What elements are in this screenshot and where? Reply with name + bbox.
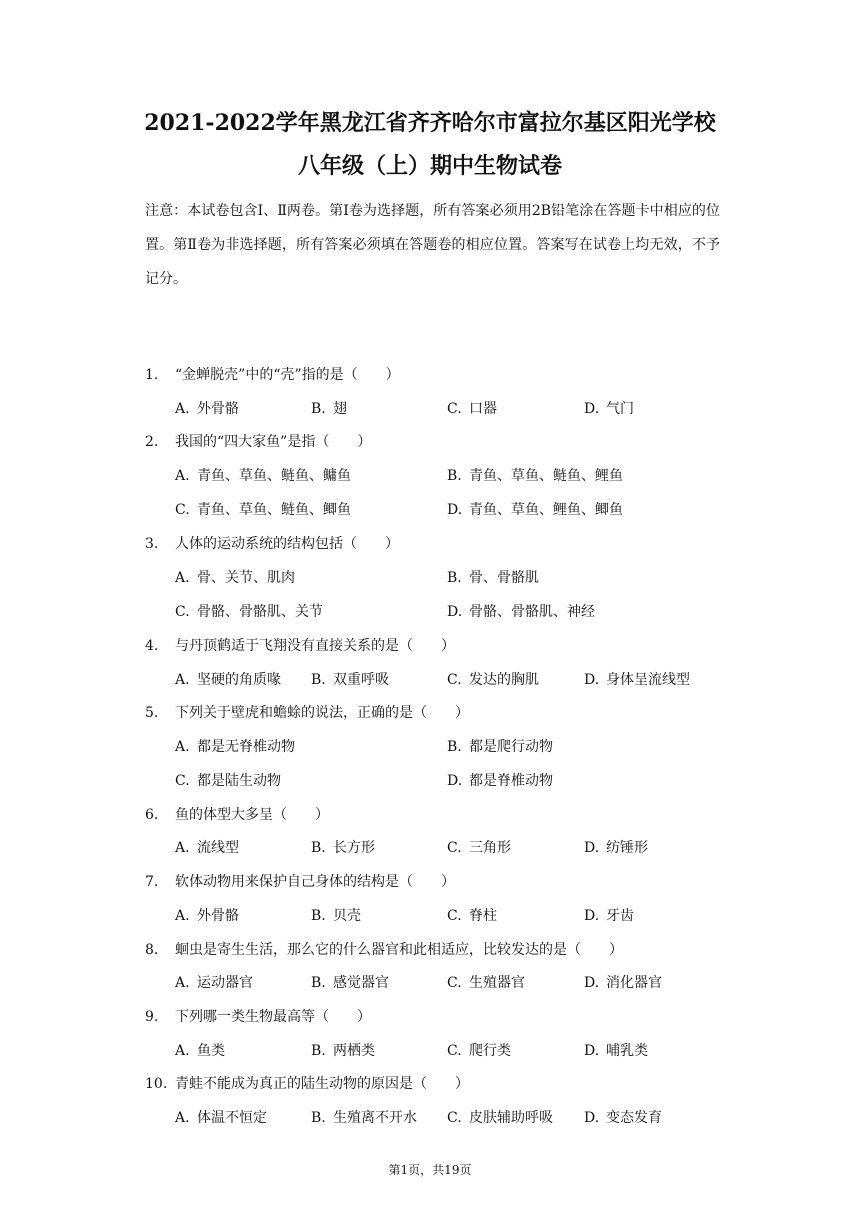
option-5-c: C. 都是陆生动物 [175,773,281,789]
option-4-a: A. 坚硬的角质喙 [175,672,281,688]
question-text: 与丹顶鹤适于飞翔没有直接关系的是（ ） [175,638,455,654]
option-2-d: D. 青鱼、草鱼、鲤鱼、鲫鱼 [447,502,623,518]
question-number: 6. [145,807,159,823]
option-3-d: D. 骨骼、骨骼肌、神经 [447,604,595,620]
option-5-b: B. 都是爬行动物 [447,739,553,755]
question-8 [145,940,725,960]
question-text: 人体的运动系统的结构包括（ ） [175,536,399,552]
option-7-d: D. 牙齿 [584,908,634,924]
option-3-b: B. 骨、骨骼肌 [447,570,539,586]
question-text: 下列关于壁虎和蟾蜍的说法，正确的是（ ） [175,705,469,721]
option-9-a: A. 鱼类 [175,1043,225,1059]
option-10-a: A. 体温不恒定 [175,1110,267,1126]
option-1-b: B. 翅 [311,401,347,417]
option-6-b: B. 长方形 [311,840,375,856]
option-4-b: B. 双重呼吸 [311,672,389,688]
exam-title-line-2: 八年级（上）期中生物试卷 [297,153,562,179]
question-10 [145,1074,725,1094]
page-footer: 第1页，共19页 [388,1163,472,1177]
option-5-a: A. 都是无脊椎动物 [175,739,295,755]
option-3-a: A. 骨、关节、肌肉 [175,570,295,586]
option-2-a: A. 青鱼、草鱼、鲢鱼、鳙鱼 [175,468,351,484]
exam-notice: 注意：本试卷包含Ⅰ、Ⅱ两卷。第Ⅰ卷为选择题，所有答案必须用2B铅笔涂在答题卡中相应的位置。第Ⅱ卷为非选择题，所有答案必须填在答题卷的相应位置。答案写在试卷上均无效，不予记分。 [145,203,720,287]
question-number: 1. [145,367,159,383]
option-6-d: D. 纺锤形 [584,840,648,856]
option-4-d: D. 身体呈流线型 [584,672,690,688]
option-10-b: B. 生殖离不开水 [311,1110,417,1126]
question-text: 软体动物用来保护自己身体的结构是（ ） [175,874,455,890]
question-text: 蛔虫是寄生生活，那么它的什么器官和此相适应，比较发达的是（ ） [175,942,623,958]
option-7-c: C. 脊柱 [447,908,497,924]
question-5 [145,703,725,723]
option-4-c: C. 发达的胸肌 [447,672,539,688]
option-1-d: D. 气门 [584,401,634,417]
question-6 [145,805,725,825]
question-text: 我国的“四大家鱼”是指（ ） [175,434,372,450]
option-6-c: C. 三角形 [447,840,511,856]
option-1-c: C. 口器 [447,401,497,417]
question-number: 3. [145,536,159,552]
option-2-b: B. 青鱼、草鱼、鲢鱼、鲤鱼 [447,468,623,484]
option-9-b: B. 两栖类 [311,1043,375,1059]
option-2-c: C. 青鱼、草鱼、鲢鱼、鲫鱼 [175,502,351,518]
option-8-c: C. 生殖器官 [447,975,525,991]
question-text: “金蝉脱壳”中的“壳”指的是（ ） [175,367,400,383]
option-7-a: A. 外骨骼 [175,908,239,924]
question-number: 7. [145,874,159,890]
question-4 [145,636,725,656]
question-number: 9. [145,1009,159,1025]
option-9-d: D. 哺乳类 [584,1043,648,1059]
option-1-a: A. 外骨骼 [175,401,239,417]
question-number: 2. [145,434,159,450]
question-3 [145,534,725,554]
question-number: 8. [145,942,159,958]
question-number: 10. [145,1076,168,1092]
option-8-d: D. 消化器官 [584,975,662,991]
option-10-d: D. 变态发育 [584,1110,662,1126]
question-9 [145,1007,725,1027]
option-6-a: A. 流线型 [175,840,239,856]
option-10-c: C. 皮肤辅助呼吸 [447,1110,553,1126]
question-2 [145,432,725,452]
question-number: 5. [145,705,159,721]
question-1 [145,365,725,385]
question-text: 下列哪一类生物最高等（ ） [175,1009,371,1025]
option-8-b: B. 感觉器官 [311,975,389,991]
question-text: 鱼的体型大多呈（ ） [175,807,329,823]
option-3-c: C. 骨骼、骨骼肌、关节 [175,604,323,620]
question-7 [145,872,725,892]
option-5-d: D. 都是脊椎动物 [447,773,553,789]
option-7-b: B. 贝壳 [311,908,361,924]
question-text: 青蛙不能成为真正的陆生动物的原因是（ ） [175,1076,469,1092]
option-8-a: A. 运动器官 [175,975,253,991]
exam-title-line-1: 2021-2022学年黑龙江省齐齐哈尔市富拉尔基区阳光学校 [144,110,716,136]
question-number: 4. [145,638,159,654]
option-9-c: C. 爬行类 [447,1043,511,1059]
